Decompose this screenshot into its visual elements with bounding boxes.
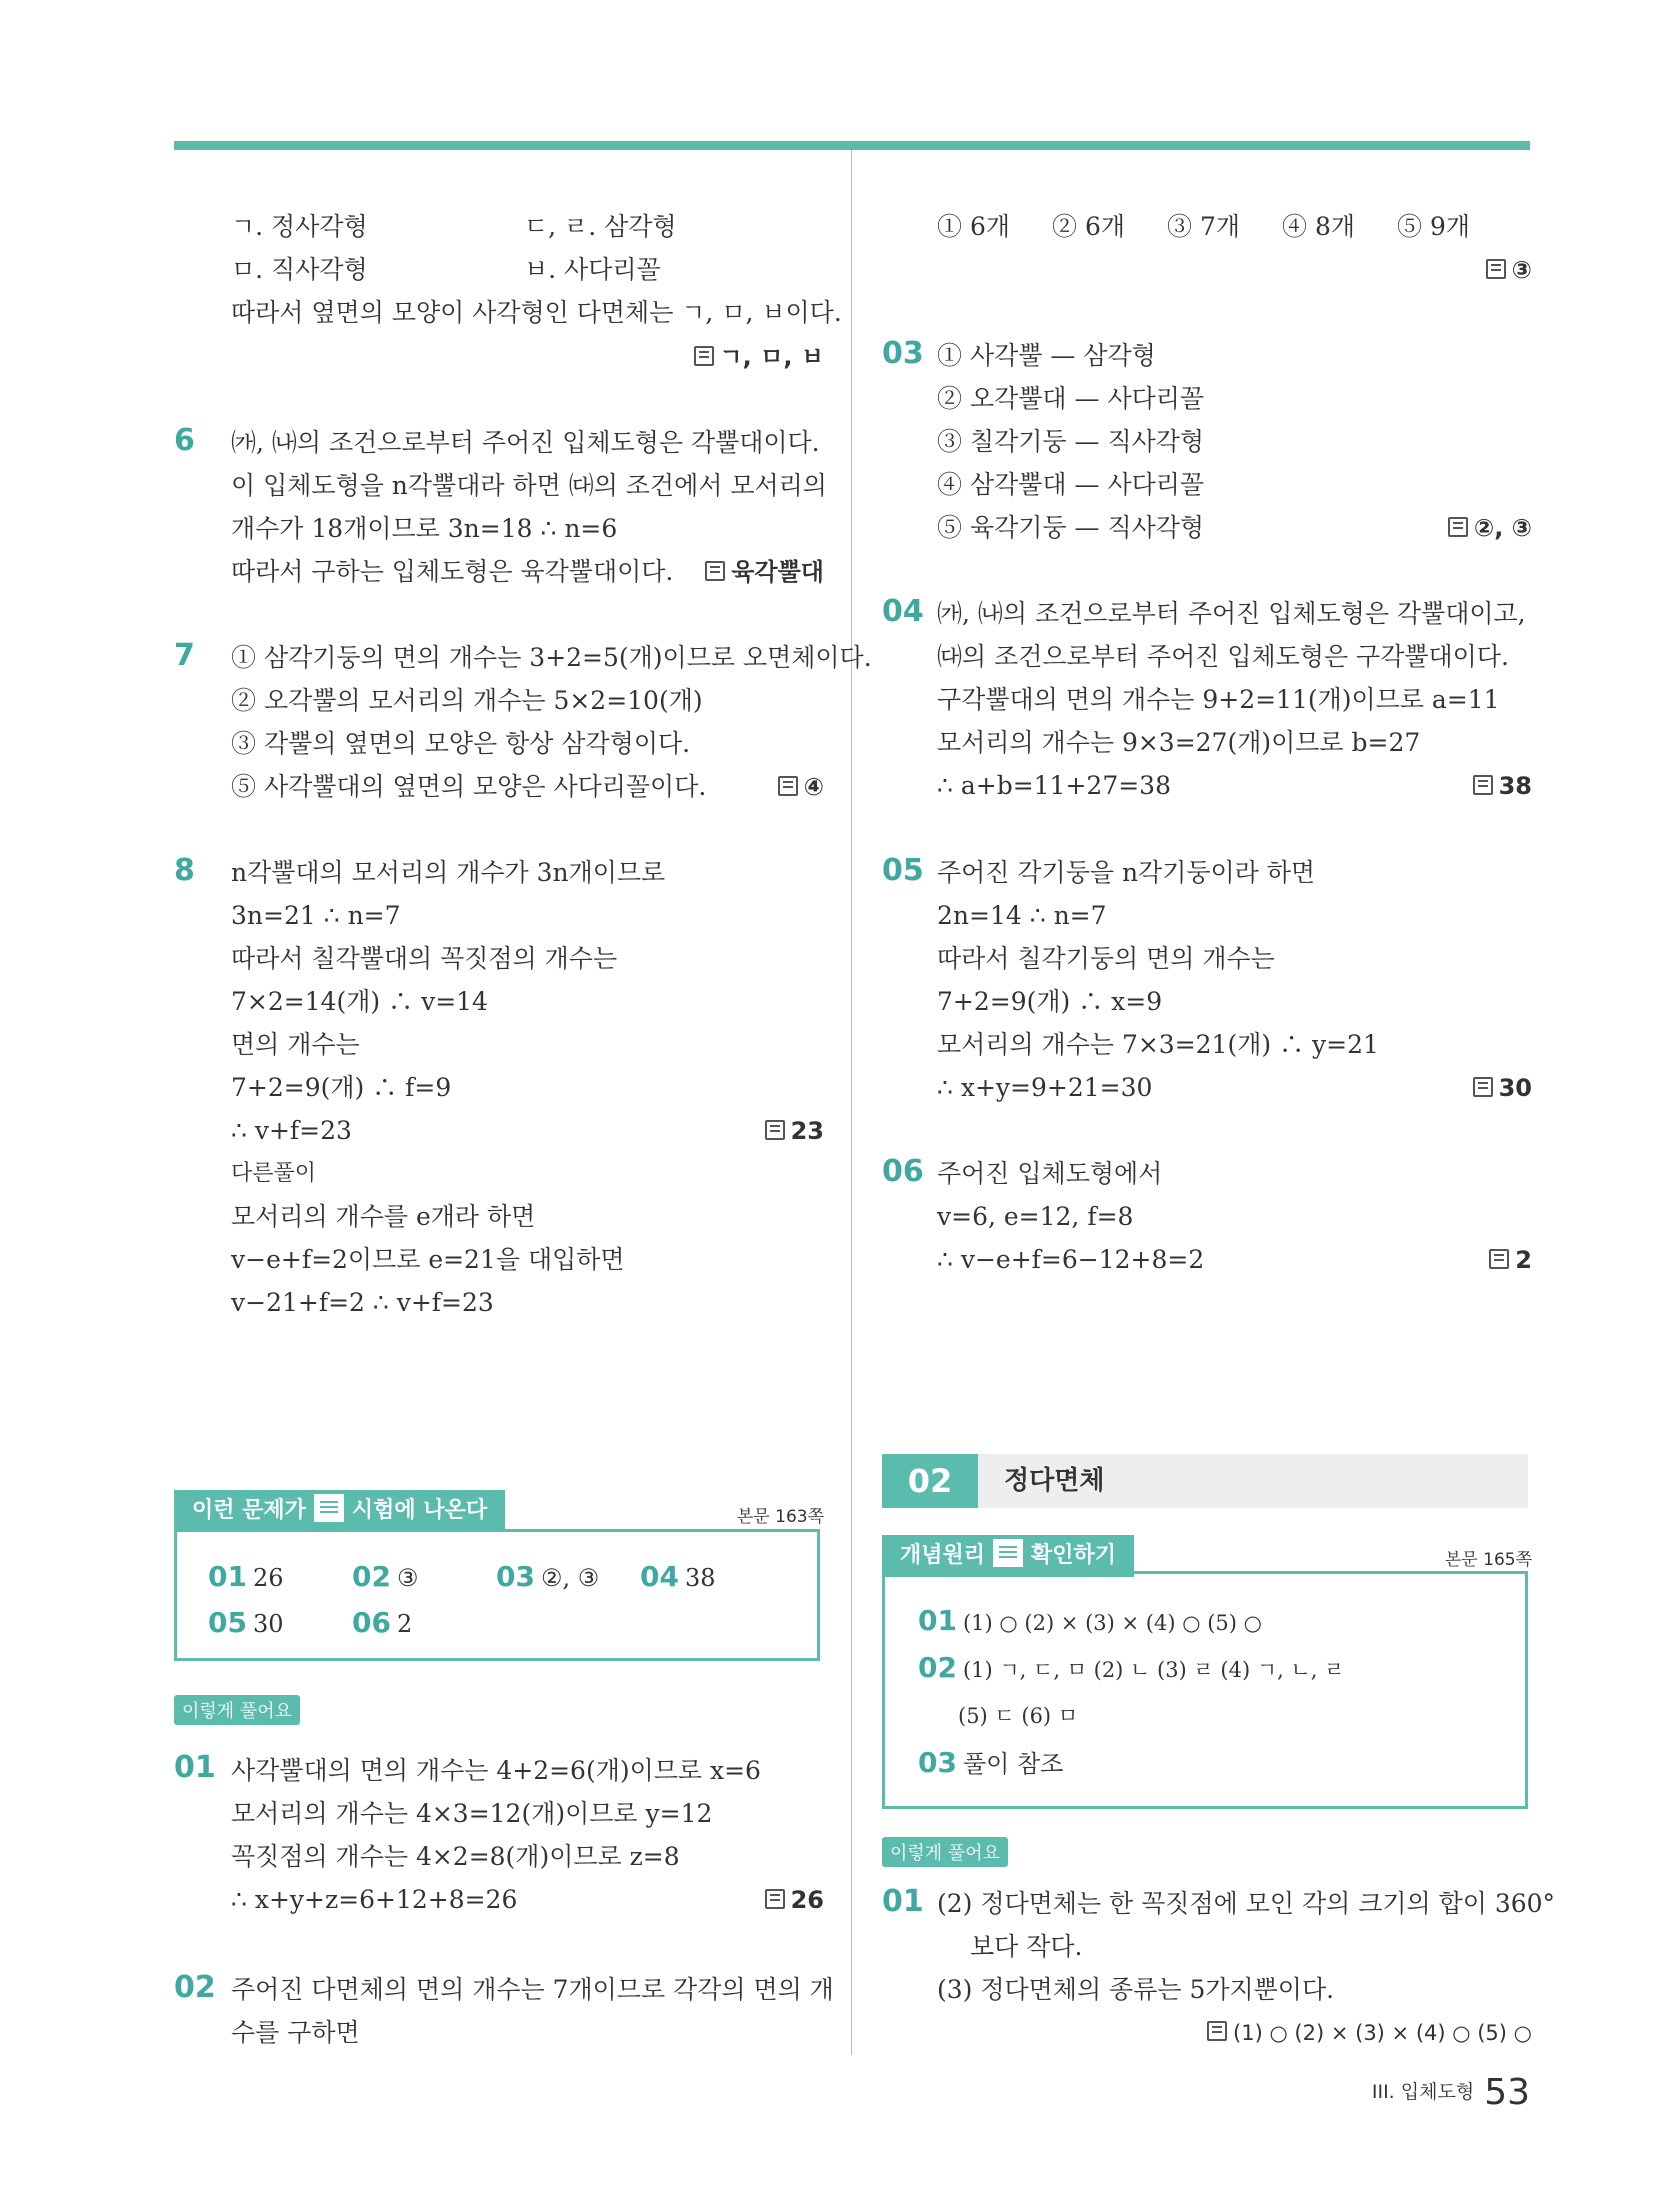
answer-mark: [1473, 769, 1532, 803]
text-line: ⑤ 사각뿔대의 옆면의 모양은 사다리꼴이다.: [231, 772, 707, 801]
section-header: [882, 1454, 1528, 1508]
problem-number: 05: [882, 853, 924, 888]
answer-icon: [778, 776, 798, 796]
answer-value: 육각뿔대: [731, 558, 824, 586]
answer-mark: [1486, 253, 1532, 287]
text-line: 주어진 각기둥을 n각기둥이라 하면: [937, 858, 1316, 887]
answer-value: 38: [1498, 772, 1532, 800]
text-line: ④ 삼각뿔대 — 사다리꼴: [937, 470, 1205, 499]
right-column: [882, 0, 1556, 2100]
text-line: 3n=21 ∴ n=7: [231, 901, 401, 930]
intro-item: ㄷ, ㄹ. 삼각형: [524, 212, 677, 241]
text-line: 이 입체도형을 n각뿔대라 하면 ㈐의 조건에서 모서리의: [231, 471, 827, 500]
text-line: ∴ v−e+f=6−12+8=2: [937, 1245, 1205, 1274]
pencil-note-icon: [993, 1539, 1023, 1567]
item-value: 2: [396, 1610, 413, 1638]
answer-value: 26: [790, 1886, 824, 1914]
page-number: 53: [1484, 2072, 1530, 2113]
answer-mark: [765, 1883, 824, 1917]
text-line: v−e+f=2이므로 e=21을 대입하면: [231, 1245, 625, 1274]
text-line: (3) 정다면체의 종류는 5가지뿐이다.: [937, 1975, 1335, 2004]
text-line: (2) 정다면체는 한 꼭짓점에 모인 각의 크기의 합이 360°: [937, 1889, 1556, 1918]
text-line: 7×2=14(개) ∴ v=14: [231, 987, 488, 1016]
answer-icon: [1207, 2021, 1227, 2041]
exam-answer-box: [174, 1529, 820, 1661]
text-line: v−21+f=2 ∴ v+f=23: [231, 1288, 494, 1317]
answer-icon: [705, 561, 725, 581]
intro-item: ㅂ. 사다리꼴: [524, 255, 661, 284]
text-line: ∴ x+y+z=6+12+8=26: [231, 1885, 518, 1914]
tab-text: 확인하기: [1031, 1543, 1117, 1568]
exam-item: [352, 1560, 418, 1593]
text-line: ③ 각뿔의 옆면의 모양은 항상 삼각형이다.: [231, 729, 691, 758]
chapter-label: III. 입체도형: [1371, 2081, 1475, 2103]
answer-value: ②, ③: [1473, 514, 1532, 542]
item-number: 01: [208, 1560, 247, 1593]
text-line: 수를 구하면: [231, 2018, 360, 2047]
concept-box-tab: [882, 1535, 1134, 1577]
text-line: 따라서 구하는 입체도형은 육각뿔대이다.: [231, 557, 674, 586]
text-line: ① 사각뿔 — 삼각형: [937, 341, 1156, 370]
text-line: 면의 개수는: [231, 1030, 360, 1059]
text-line: ③ 칠각기둥 — 직사각형: [937, 427, 1205, 456]
answer-mark: [1473, 1071, 1532, 1105]
item-value: 26: [252, 1564, 284, 1592]
exam-item: [496, 1560, 599, 1593]
text-line: 개수가 18개이므로 3n=18 ∴ n=6: [231, 514, 618, 543]
item-value: 30: [252, 1610, 284, 1638]
choice: ① 6개: [937, 212, 1011, 241]
text-line: ⑤ 육각기둥 — 직사각형: [937, 513, 1205, 542]
intro-text: 따라서 옆면의 모양이 사각형인 다면체는 ㄱ, ㅁ, ㅂ이다.: [231, 298, 842, 327]
problem-number: 01: [882, 1884, 924, 1919]
solution-tag: 이렇게 풀어요: [174, 1695, 300, 1725]
text-line: 구각뿔대의 면의 개수는 9+2=11(개)이므로 a=11: [937, 685, 1500, 714]
concept-row-01: [918, 1604, 1262, 1637]
item-number: 03: [496, 1560, 535, 1593]
exam-item: [640, 1560, 716, 1593]
intro-item: ㅁ. 직사각형: [231, 255, 368, 284]
answer-icon: [1489, 1249, 1509, 1269]
answer-value: ㄱ, ㅁ, ㅂ: [719, 343, 824, 371]
answer-icon: [1448, 517, 1468, 537]
problem-number: 03: [882, 336, 924, 371]
concept-row-02: [918, 1651, 1344, 1684]
text-line: n각뿔대의 모서리의 개수가 3n개이므로: [231, 858, 666, 887]
item-value: (1) ㄱ, ㄷ, ㅁ (2) ㄴ (3) ㄹ (4) ㄱ, ㄴ, ㄹ: [962, 1658, 1345, 1682]
text-line: 2n=14 ∴ n=7: [937, 901, 1107, 930]
concept-row-03: [918, 1744, 1063, 1779]
answer-mark: [705, 555, 824, 589]
text-line: 7+2=9(개) ∴ f=9: [231, 1073, 452, 1102]
tab-text: 시험에 나온다: [351, 1498, 488, 1523]
text-line: ① 삼각기둥의 면의 개수는 3+2=5(개)이므로 오면체이다.: [231, 643, 872, 672]
text-line: ∴ x+y=9+21=30: [937, 1073, 1153, 1102]
problem-number: 7: [174, 638, 195, 673]
item-value: ②, ③: [540, 1564, 600, 1592]
text-line: 사각뿔대의 면의 개수는 4+2=6(개)이므로 x=6: [231, 1756, 761, 1785]
exam-item: [208, 1606, 284, 1639]
text-line: ㈐의 조건으로부터 주어진 입체도형은 구각뿔대이다.: [937, 642, 1509, 671]
item-number: 06: [352, 1606, 391, 1639]
solution-tag: 이렇게 풀어요: [882, 1837, 1008, 1867]
item-number: 03: [918, 1746, 957, 1779]
answer-mark: [694, 340, 825, 374]
item-value: 풀이 참조: [962, 1750, 1064, 1778]
intro-item: ㄱ. 정사각형: [231, 212, 368, 241]
alt-solution-label: 다른풀이: [231, 1161, 317, 1186]
answer-icon: [765, 1889, 785, 1909]
text-line: 모서리의 개수는 4×3=12(개)이므로 y=12: [231, 1799, 713, 1828]
tab-text: 개념원리: [900, 1543, 986, 1568]
item-number: 02: [352, 1560, 391, 1593]
tab-text: 이런 문제가: [192, 1498, 306, 1523]
problem-number: 01: [174, 1750, 216, 1785]
exam-box-tab: [174, 1490, 505, 1532]
choice: ⑤ 9개: [1397, 212, 1471, 241]
answer-value: ④: [803, 773, 824, 801]
answer-icon: [1473, 775, 1493, 795]
text-line: 모서리의 개수는 7×3=21(개) ∴ y=21: [937, 1030, 1379, 1059]
item-number: 04: [640, 1560, 679, 1593]
answer-icon: [1473, 1077, 1493, 1097]
item-value: (1) ○ (2) × (3) × (4) ○ (5) ○: [962, 1611, 1262, 1635]
problem-number: 8: [174, 853, 195, 888]
answer-icon: [1486, 259, 1506, 279]
column-divider: [851, 150, 852, 2055]
answer-mark: [1489, 1243, 1532, 1277]
text-line: 모서리의 개수는 9×3=27(개)이므로 b=27: [937, 728, 1421, 757]
item-value: 38: [684, 1564, 716, 1592]
choice: ④ 8개: [1282, 212, 1356, 241]
text-line: 주어진 입체도형에서: [937, 1159, 1163, 1188]
answer-mark: [778, 770, 824, 804]
section-title: 정다면체: [1004, 1466, 1105, 1496]
text-line: ② 오각뿔의 모서리의 개수는 5×2=10(개): [231, 686, 703, 715]
page-reference: 본문 165쪽: [1444, 1550, 1532, 1570]
page-footer: [1372, 2072, 1530, 2113]
item-number: 02: [918, 1651, 957, 1684]
choice: ② 6개: [1052, 212, 1126, 241]
text-line: 꼭짓점의 개수는 4×2=8(개)이므로 z=8: [231, 1842, 680, 1871]
text-line: 모서리의 개수를 e개라 하면: [231, 1202, 536, 1231]
text-line: ㈎, ㈏의 조건으로부터 주어진 입체도형은 각뿔대이고,: [937, 599, 1526, 628]
answer-value: 2: [1515, 1246, 1532, 1274]
answer-value: (1) ○ (2) × (3) × (4) ○ (5) ○: [1233, 2021, 1532, 2045]
problem-number: 6: [174, 423, 195, 458]
text-line: ∴ v+f=23: [231, 1116, 352, 1145]
exam-item: [208, 1560, 284, 1593]
item-value: (5) ㄷ (6) ㅁ: [958, 1704, 1079, 1728]
page-reference: 본문 163쪽: [736, 1507, 824, 1527]
text-line: 7+2=9(개) ∴ x=9: [937, 987, 1163, 1016]
answer-icon: [765, 1120, 785, 1140]
answer-mark: [765, 1114, 824, 1148]
text-line: ② 오각뿔대 — 사다리꼴: [937, 384, 1205, 413]
item-number: 01: [918, 1604, 957, 1637]
text-line: 주어진 다면체의 면의 개수는 7개이므로 각각의 면의 개: [231, 1975, 834, 2004]
text-line: 보다 작다.: [970, 1932, 1083, 1961]
text-line: ㈎, ㈏의 조건으로부터 주어진 입체도형은 각뿔대이다.: [231, 428, 820, 457]
problem-number: 04: [882, 594, 924, 629]
text-line: ∴ a+b=11+27=38: [937, 771, 1171, 800]
exam-item: [352, 1606, 412, 1639]
answer-value: 23: [790, 1117, 824, 1145]
problem-number: 02: [174, 1970, 216, 2005]
left-column: [174, 0, 872, 2100]
answer-mark: [1207, 2016, 1532, 2050]
text-line: 따라서 칠각기둥의 면의 개수는: [937, 944, 1275, 973]
choice: ③ 7개: [1167, 212, 1241, 241]
text-line: 따라서 칠각뿔대의 꼭짓점의 개수는: [231, 944, 618, 973]
item-number: 05: [208, 1606, 247, 1639]
book-icon: [314, 1494, 344, 1522]
item-value: ③: [396, 1564, 419, 1592]
answer-icon: [694, 346, 714, 366]
answer-value: 30: [1498, 1074, 1532, 1102]
answer-value: ③: [1511, 256, 1532, 284]
concept-row-02b: [958, 1700, 1078, 1730]
answer-mark: [1448, 511, 1532, 545]
section-number: 02: [882, 1454, 978, 1508]
text-line: v=6, e=12, f=8: [937, 1202, 1134, 1231]
problem-number: 06: [882, 1154, 924, 1189]
